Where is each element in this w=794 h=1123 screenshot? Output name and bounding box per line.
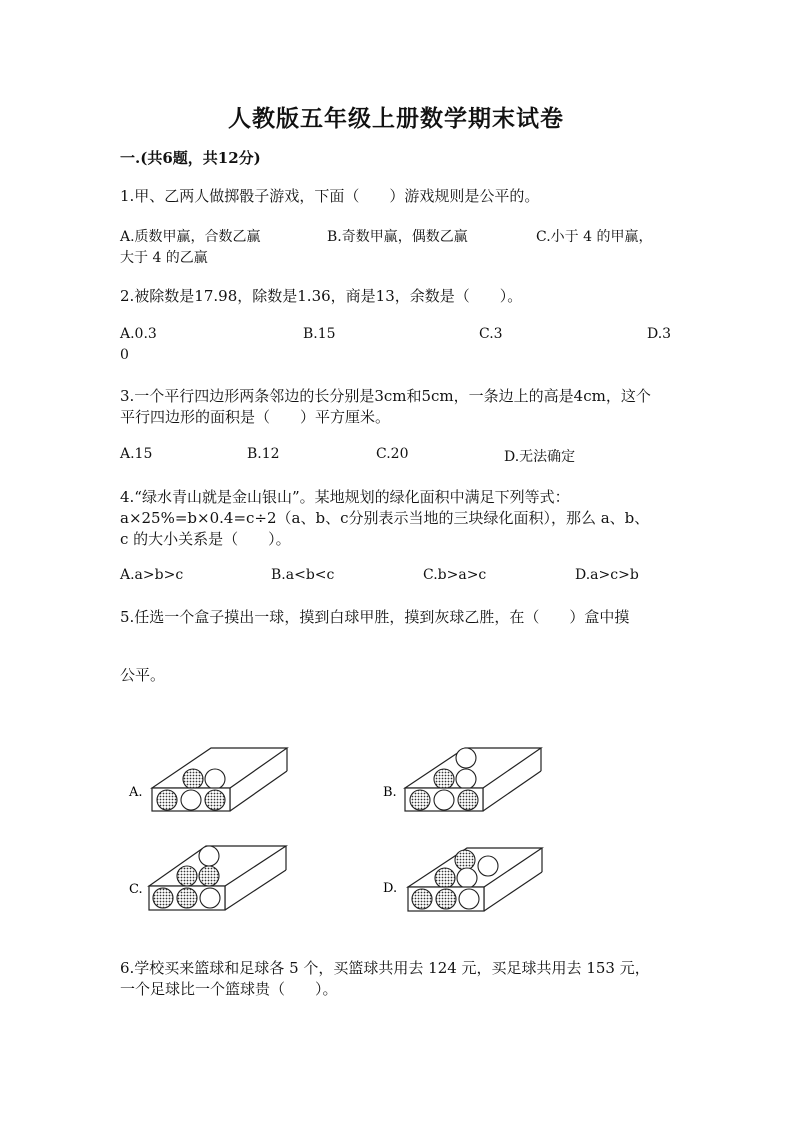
section-heading: 一.(共6题，共12分) — [120, 149, 261, 167]
box-a-label: A. — [129, 785, 143, 800]
question-2-option-c: C.3 — [479, 326, 503, 342]
ball-gray — [183, 769, 203, 789]
ball-gray — [435, 868, 455, 888]
box-c-label: C. — [129, 882, 143, 897]
ball-gray — [157, 790, 177, 810]
box-c-diagram — [129, 846, 286, 910]
question-4-option-b: B.a<b<c — [271, 567, 335, 583]
question-6-stem-line1: 6.学校买来篮球和足球各 5 个，买篮球共用去 124 元，买足球共用去 153 元， — [120, 959, 650, 977]
question-6-stem-line2: 一个足球比一个篮球贵（ ）。 — [120, 980, 338, 998]
question-4-option-c: C.b>a>c — [423, 567, 487, 583]
question-4-stem-line2: a×25%=b×0.4=c÷2（a、b、c分别表示当地的三块绿化面积），那么 a、b、 — [120, 509, 650, 527]
question-2-option-a: A.0.3 — [120, 326, 157, 342]
ball-gray — [153, 888, 173, 908]
box-b-label: B. — [383, 785, 397, 800]
question-3-option-a: A.15 — [120, 446, 153, 462]
question-3-stem-line2: 平行四边形的面积是（ ）平方厘米。 — [120, 408, 391, 426]
question-2-option-b: B.15 — [303, 326, 336, 342]
question-5-stem-line2: 公平。 — [120, 666, 166, 684]
ball-white — [205, 769, 225, 789]
ball-white — [456, 748, 476, 768]
ball-gray — [458, 790, 478, 810]
box-a-diagram — [128, 748, 287, 811]
box-d-diagram — [383, 848, 542, 911]
question-3-option-c: C.20 — [376, 446, 409, 462]
question-1-option-b: B.奇数甲赢，偶数乙赢 — [327, 229, 468, 245]
question-4-option-a: A.a>b>c — [120, 567, 184, 583]
question-3-option-b: B.12 — [247, 446, 280, 462]
ball-gray — [455, 850, 475, 870]
box-b-diagram — [383, 748, 541, 811]
question-2-stem: 2.被除数是17.98，除数是1.36，商是13，余数是（ ）。 — [120, 287, 523, 305]
question-1-option-a: A.质数甲赢，合数乙赢 — [120, 229, 261, 245]
ball-white — [457, 868, 477, 888]
ball-white — [200, 888, 220, 908]
question-3-stem-line1: 3.一个平行四边形两条邻边的长分别是3cm和5cm，一条边上的高是4cm，这个 — [120, 387, 651, 405]
question-4-stem-line1: 4.“绿水青山就是金山银山”。某地规划的绿化面积中满足下列等式： — [120, 488, 570, 506]
question-1-option-c-continued: 大于 4 的乙赢 — [120, 250, 208, 266]
ball-gray — [177, 888, 197, 908]
question-3-option-d: D.无法确定 — [504, 449, 576, 465]
question-2-option-d-continued: 0 — [120, 347, 129, 363]
page-title: 人教版五年级上册数学期末试卷 — [228, 105, 564, 132]
question-5-stem-line1: 5.任选一个盒子摸出一球，摸到白球甲胜，摸到灰球乙胜，在（ ）盒中摸 — [120, 608, 630, 626]
ball-white — [181, 790, 201, 810]
question-4-option-d: D.a>c>b — [575, 567, 639, 583]
ball-white — [456, 769, 476, 789]
ball-gray — [436, 889, 456, 909]
question-1-option-c: C.小于 4 的甲赢， — [536, 229, 653, 245]
ball-gray — [410, 790, 430, 810]
box-d-label: D. — [383, 881, 398, 896]
ball-white — [478, 856, 498, 876]
question-2-option-d: D.3 — [647, 326, 672, 342]
ball-white — [459, 889, 479, 909]
ball-gray — [205, 790, 225, 810]
question-1-stem: 1.甲、乙两人做掷骰子游戏，下面（ ）游戏规则是公平的。 — [120, 187, 540, 205]
ball-gray — [199, 866, 219, 886]
question-4-stem-line3: c 的大小关系是（ ）。 — [120, 530, 291, 548]
ball-white — [434, 790, 454, 810]
ball-gray — [177, 866, 197, 886]
ball-gray — [434, 769, 454, 789]
ball-gray — [412, 889, 432, 909]
ball-white — [199, 846, 219, 866]
